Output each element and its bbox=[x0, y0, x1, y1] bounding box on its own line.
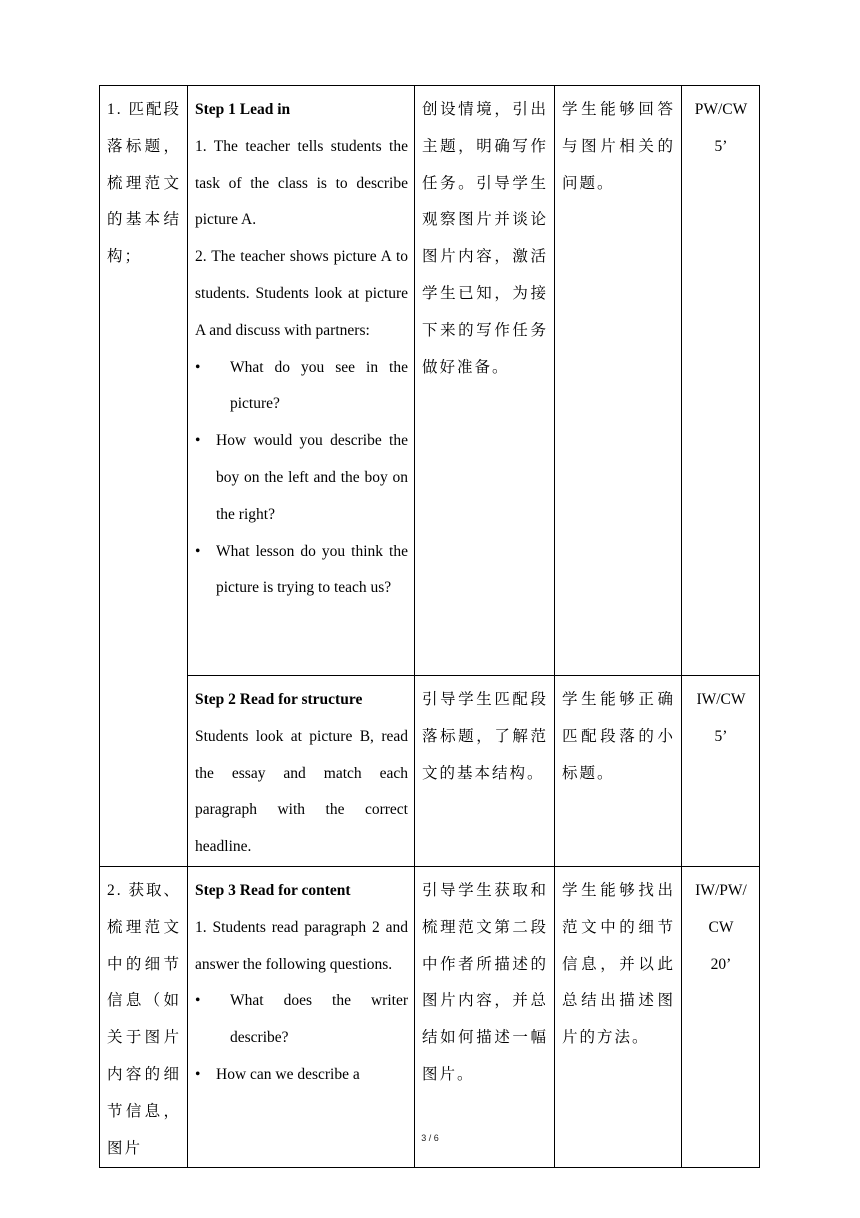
form-cell bbox=[682, 866, 760, 1167]
list-item bbox=[195, 534, 408, 608]
table-row bbox=[100, 86, 760, 676]
bullet-icon: • bbox=[195, 542, 201, 560]
bullet-text: What does the writer describe? bbox=[230, 992, 408, 1047]
list-item bbox=[195, 983, 408, 1057]
process-cell bbox=[188, 866, 415, 1167]
process-cell bbox=[188, 86, 415, 676]
list-item bbox=[195, 1057, 408, 1094]
step-line: Students look at picture B, read the essay and match each paragraph with the correct headline. bbox=[195, 727, 408, 856]
time-label: 5’ bbox=[714, 727, 728, 745]
bullet-text: What do you see in the picture? bbox=[230, 358, 408, 413]
bullet-icon: • bbox=[195, 1065, 201, 1083]
bullet-icon: • bbox=[195, 992, 201, 1010]
time-label: 5’ bbox=[714, 137, 728, 155]
lesson-plan-table bbox=[99, 85, 760, 1168]
table-row bbox=[100, 866, 760, 1167]
process-cell bbox=[188, 676, 415, 867]
form-label: IW/PW/ bbox=[695, 881, 747, 899]
expectation-cell: 学生能够正确匹配段落的小标题。 bbox=[555, 676, 682, 867]
form-cell bbox=[682, 86, 760, 676]
objective-cell: 2. 获取、梳理范文中的细节信息（如关于图片内容的细节信息，图片 bbox=[100, 866, 188, 1167]
step-line: 1. Students read paragraph 2 and answer the following questions. bbox=[195, 918, 408, 973]
bullet-text: What lesson do you think the picture is trying to teach us? bbox=[216, 542, 408, 597]
objective-cell: 1. 匹配段落标题，梳理范文的基本结构； bbox=[100, 86, 188, 867]
step-line: 1. The teacher tells students the task of the class is to describe picture A. bbox=[195, 137, 408, 229]
list-item bbox=[195, 350, 408, 424]
form-label: CW bbox=[708, 918, 734, 936]
step-line: 2. The teacher shows picture A to students. Students look at picture A and discuss with partners: bbox=[195, 248, 408, 339]
bullet-icon: • bbox=[195, 432, 201, 450]
intent-cell: 引导学生获取和梳理范文第二段中作者所描述的图片内容，并总结如何描述一幅图片。 bbox=[415, 866, 555, 1167]
expectation-cell: 学生能够回答与图片相关的问题。 bbox=[555, 86, 682, 676]
intent-cell: 引导学生匹配段落标题，了解范文的基本结构。 bbox=[415, 676, 555, 867]
form-label: IW/CW bbox=[696, 691, 746, 708]
step-title: Step 3 Read for content bbox=[195, 881, 351, 899]
table-row bbox=[100, 676, 760, 867]
step-title: Step 1 Lead in bbox=[195, 101, 291, 118]
bullet-text: How can we describe a bbox=[216, 1065, 360, 1083]
bullet-text: How would you describe the boy on the left and the boy on the right? bbox=[216, 432, 408, 523]
step-title: Step 2 Read for structure bbox=[195, 691, 363, 708]
form-cell bbox=[682, 676, 760, 867]
list-item bbox=[195, 423, 408, 533]
intent-cell: 创设情境，引出主题，明确写作任务。引导学生观察图片并谈论图片内容，激活学生已知，为接下来的写作任务做好准备。 bbox=[415, 86, 555, 676]
time-label: 20’ bbox=[710, 955, 732, 973]
page-number: 3 / 6 bbox=[421, 1133, 439, 1143]
form-label: PW/CW bbox=[694, 101, 748, 118]
bullet-icon: • bbox=[195, 358, 201, 376]
expectation-cell: 学生能够找出范文中的细节信息，并以此总结出描述图片的方法。 bbox=[555, 866, 682, 1167]
